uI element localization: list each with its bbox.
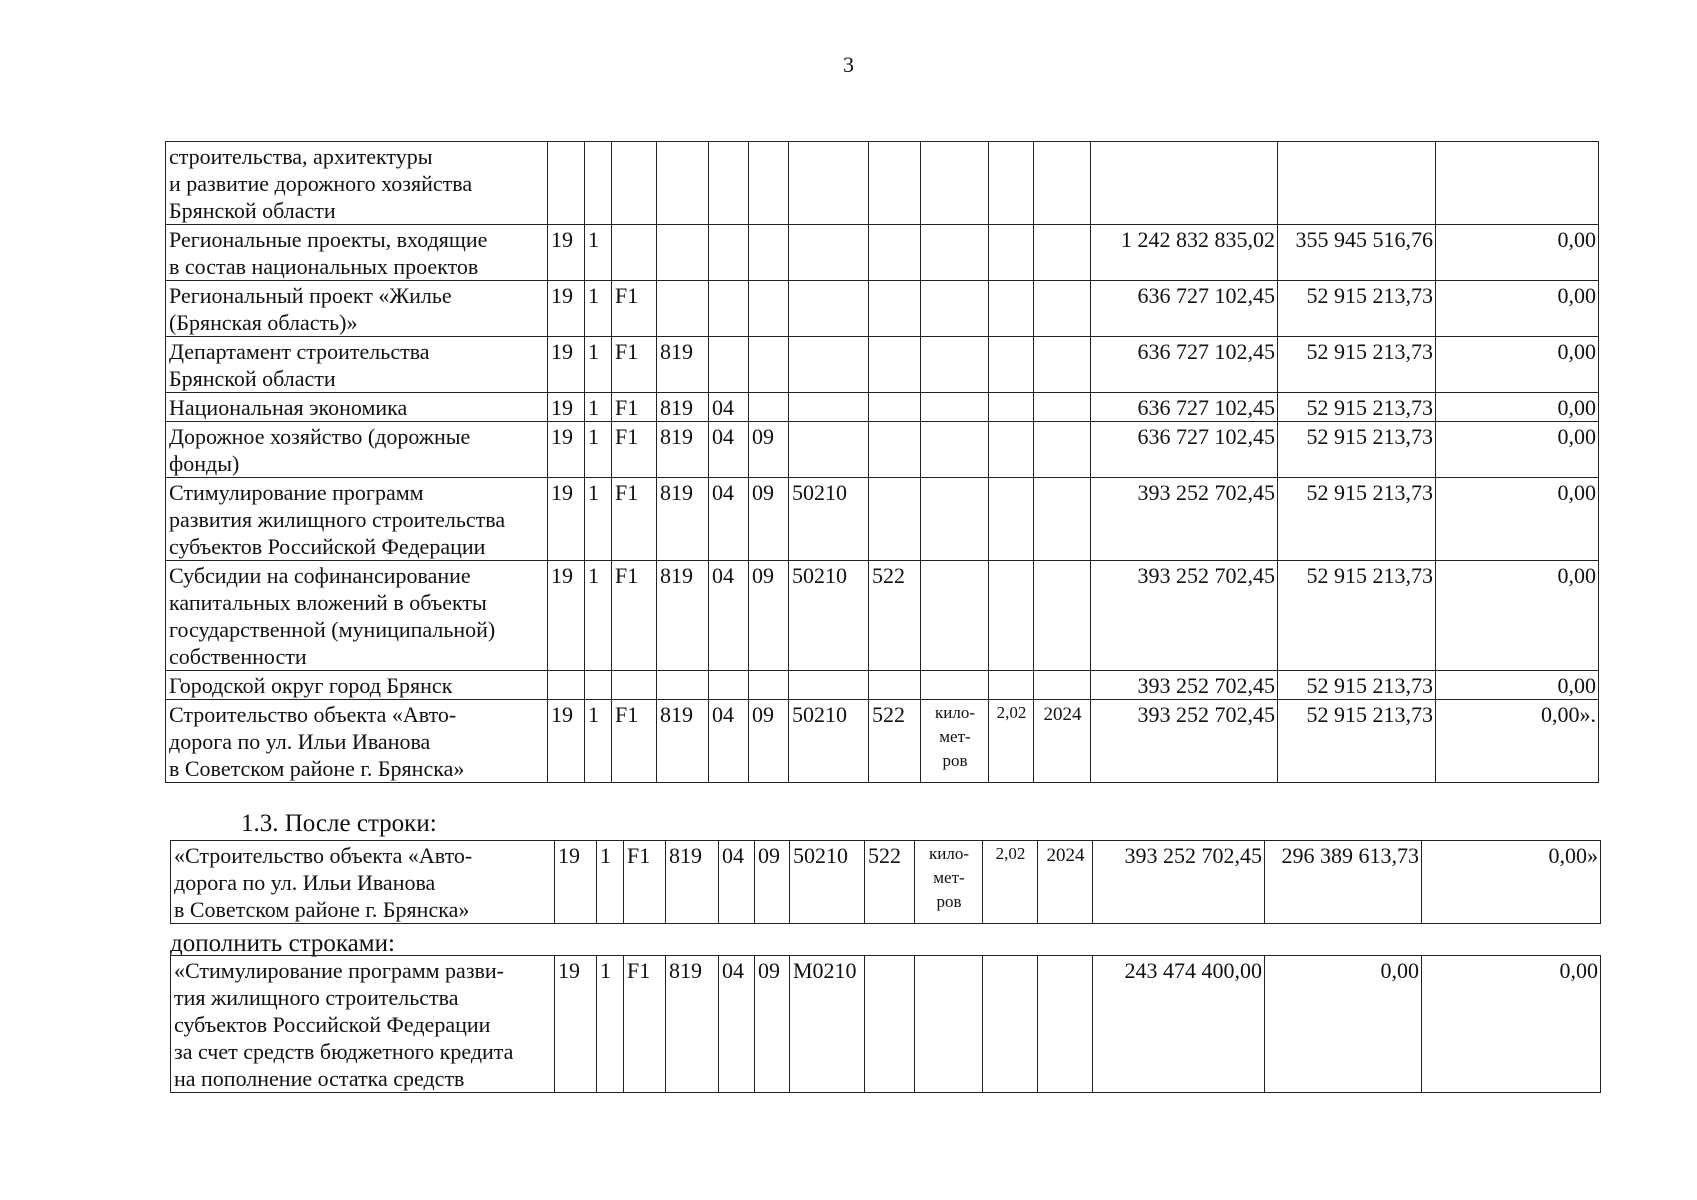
code-project: F1 [624, 956, 666, 1093]
row-name-line: «Стимулирование программ разви- [174, 958, 504, 983]
year-cell [1034, 281, 1091, 337]
capacity-cell [989, 142, 1034, 225]
code-section [709, 225, 749, 281]
unit-line: мет- [933, 868, 965, 887]
code-subsection [749, 281, 789, 337]
amount-2 [1278, 142, 1436, 225]
capacity-cell [983, 956, 1038, 1093]
code-program [585, 142, 612, 225]
amount-1: 393 252 702,45 [1091, 671, 1278, 700]
unit-cell [921, 225, 989, 281]
code-department: 819 [657, 478, 709, 561]
row-name-line: в Советском районе г. Брянска» [174, 897, 470, 922]
amount-3: 0,00 [1436, 561, 1599, 671]
code-subsection [749, 393, 789, 422]
unit-cell [921, 671, 989, 700]
code-expense-type: 522 [869, 561, 921, 671]
code-expense-type [869, 281, 921, 337]
row-name-cell [166, 478, 548, 561]
code-department: 819 [657, 561, 709, 671]
unit-cell [921, 281, 989, 337]
code-chapter: 19 [548, 337, 585, 393]
code-project: F1 [624, 841, 666, 924]
row-name-line: развития жилищного строительства [169, 507, 506, 532]
row-name-cell [166, 337, 548, 393]
code-subsection: 09 [755, 956, 790, 1093]
year-cell [1034, 671, 1091, 700]
table-row [166, 142, 1599, 225]
row-name-line: Стимулирование программ [169, 480, 424, 505]
code-section: 04 [709, 561, 749, 671]
code-department: 819 [657, 337, 709, 393]
page-number: 3 [843, 52, 854, 77]
code-target [789, 142, 869, 225]
code-program: 1 [585, 422, 612, 478]
row-name-line: (Брянская область)» [169, 310, 358, 335]
amount-1: 393 252 702,45 [1091, 700, 1278, 783]
year-cell [1034, 142, 1091, 225]
amount-1: 393 252 702,45 [1091, 478, 1278, 561]
year-cell [1038, 956, 1093, 1093]
code-chapter: 19 [555, 956, 597, 1093]
capacity-cell [989, 422, 1034, 478]
code-expense-type [869, 671, 921, 700]
section-add-title: дополнить строками: [170, 930, 395, 957]
amount-2: 355 945 516,76 [1278, 225, 1436, 281]
amount-2: 52 915 213,73 [1278, 422, 1436, 478]
year-cell: 2024 [1038, 841, 1093, 924]
code-department [657, 225, 709, 281]
unit-cell [921, 337, 989, 393]
unit-cell [915, 956, 983, 1093]
code-section: 04 [709, 478, 749, 561]
code-chapter: 19 [548, 281, 585, 337]
code-target [789, 281, 869, 337]
code-program: 1 [585, 225, 612, 281]
row-name-cell [166, 422, 548, 478]
code-target [789, 337, 869, 393]
unit-cell [921, 478, 989, 561]
code-department: 819 [666, 841, 719, 924]
code-section [709, 337, 749, 393]
code-chapter: 19 [548, 478, 585, 561]
amount-1: 393 252 702,45 [1091, 561, 1278, 671]
code-target: M0210 [790, 956, 865, 1093]
code-program: 1 [585, 337, 612, 393]
row-name-line: Региональные проекты, входящие [169, 227, 488, 252]
code-target: 50210 [789, 700, 869, 783]
unit-line: мет- [939, 727, 971, 746]
code-expense-type [869, 422, 921, 478]
row-name-line: государственной (муниципальной) [169, 617, 496, 642]
amount-1: 393 252 702,45 [1093, 841, 1265, 924]
code-expense-type [869, 393, 921, 422]
code-expense-type: 522 [865, 841, 915, 924]
row-name-cell [166, 671, 548, 700]
code-subsection: 09 [749, 561, 789, 671]
code-expense-type [869, 337, 921, 393]
code-department [657, 281, 709, 337]
capacity-cell: 2,02 [989, 700, 1034, 783]
amount-2: 52 915 213,73 [1278, 281, 1436, 337]
code-chapter: 19 [548, 561, 585, 671]
row-name-line: за счет средств бюджетного кредита [174, 1039, 514, 1064]
table-row [166, 561, 1599, 671]
row-name-cell [166, 700, 548, 783]
row-name-line: и развитие дорожного хозяйства [169, 171, 473, 196]
table-row [166, 422, 1599, 478]
code-department: 819 [657, 700, 709, 783]
code-subsection: 09 [755, 841, 790, 924]
unit-cell [921, 422, 989, 478]
budget-table-after-row [170, 840, 1601, 924]
code-section: 04 [719, 956, 755, 1093]
table-row [166, 393, 1599, 422]
amount-1: 1 242 832 835,02 [1091, 225, 1278, 281]
budget-table-added-rows [170, 955, 1601, 1093]
code-chapter: 19 [555, 841, 597, 924]
unit-cell [921, 393, 989, 422]
row-name-line: в состав национальных проектов [169, 254, 479, 279]
amount-1: 243 474 400,00 [1093, 956, 1265, 1093]
row-name-line: Строительство объекта «Авто- [169, 702, 457, 727]
code-project: F1 [612, 478, 657, 561]
year-cell [1034, 393, 1091, 422]
table-row [166, 225, 1599, 281]
row-name-line: Региональный проект «Жилье [169, 283, 452, 308]
table-row [166, 700, 1599, 783]
amount-3: 0,00». [1436, 700, 1599, 783]
code-chapter: 19 [548, 225, 585, 281]
capacity-cell [989, 281, 1034, 337]
amount-2: 52 915 213,73 [1278, 337, 1436, 393]
code-section [709, 281, 749, 337]
code-section: 04 [709, 700, 749, 783]
code-subsection: 09 [749, 700, 789, 783]
code-department: 819 [666, 956, 719, 1093]
amount-2: 52 915 213,73 [1278, 700, 1436, 783]
amount-3: 0,00 [1436, 478, 1599, 561]
amount-2: 52 915 213,73 [1278, 561, 1436, 671]
capacity-cell [989, 478, 1034, 561]
row-name-line: Национальная экономика [169, 395, 408, 420]
row-name-line: Департамент строительства [169, 339, 430, 364]
code-section: 04 [709, 393, 749, 422]
year-cell [1034, 225, 1091, 281]
code-program: 1 [597, 841, 624, 924]
code-section [709, 671, 749, 700]
row-name-line: в Советском районе г. Брянска» [169, 756, 465, 781]
code-subsection [749, 671, 789, 700]
code-chapter: 19 [548, 700, 585, 783]
code-chapter [548, 142, 585, 225]
row-name-line: Дорожное хозяйство (дорожные [169, 424, 471, 449]
row-name-line: тия жилищного строительства [174, 985, 459, 1010]
amount-2: 0,00 [1265, 956, 1422, 1093]
amount-3: 0,00 [1436, 671, 1599, 700]
row-name-cell [171, 956, 555, 1093]
table-row [166, 478, 1599, 561]
amount-1: 636 727 102,45 [1091, 281, 1278, 337]
code-program: 1 [585, 478, 612, 561]
row-name-cell [166, 281, 548, 337]
code-section: 04 [709, 422, 749, 478]
unit-line: ров [936, 892, 962, 911]
code-program: 1 [585, 700, 612, 783]
section-1-3-title: 1.3. После строки: [241, 810, 437, 837]
year-cell [1034, 422, 1091, 478]
row-name-line: субъектов Российской Федерации [169, 534, 486, 559]
code-project: F1 [612, 700, 657, 783]
code-section [709, 142, 749, 225]
code-expense-type [869, 478, 921, 561]
row-name-line: Брянской области [169, 366, 336, 391]
amount-1: 636 727 102,45 [1091, 422, 1278, 478]
table-row [171, 956, 1601, 1093]
row-name-cell [171, 841, 555, 924]
code-expense-type [869, 225, 921, 281]
row-name-line: дорога по ул. Ильи Иванова [169, 729, 431, 754]
capacity-cell [989, 225, 1034, 281]
code-project: F1 [612, 281, 657, 337]
code-section: 04 [719, 841, 755, 924]
capacity-cell [989, 561, 1034, 671]
code-chapter: 19 [548, 422, 585, 478]
amount-3: 0,00 [1436, 281, 1599, 337]
unit-line: кило- [928, 844, 969, 863]
row-name-line: фонды) [169, 451, 240, 476]
code-department: 819 [657, 422, 709, 478]
row-name-cell [166, 561, 548, 671]
code-target [789, 422, 869, 478]
amount-1 [1091, 142, 1278, 225]
year-cell: 2024 [1034, 700, 1091, 783]
year-cell [1034, 478, 1091, 561]
table-row [171, 841, 1601, 924]
amount-3: 0,00 [1436, 225, 1599, 281]
unit-cell [921, 142, 989, 225]
code-expense-type [869, 142, 921, 225]
table-row [166, 281, 1599, 337]
amount-1: 636 727 102,45 [1091, 393, 1278, 422]
code-chapter: 19 [548, 393, 585, 422]
row-name-line: субъектов Российской Федерации [174, 1012, 491, 1037]
row-name-cell [166, 225, 548, 281]
code-project: F1 [612, 561, 657, 671]
code-program: 1 [585, 393, 612, 422]
code-subsection [749, 225, 789, 281]
row-name-line: Городской округ город Брянск [169, 673, 453, 698]
row-name-cell [166, 142, 548, 225]
row-name-line: собственности [169, 644, 307, 669]
code-target [789, 671, 869, 700]
capacity-cell [989, 671, 1034, 700]
code-target: 50210 [789, 478, 869, 561]
row-name-line: капитальных вложений в объекты [169, 590, 487, 615]
capacity-cell [989, 393, 1034, 422]
row-name-line: Брянской области [169, 198, 336, 223]
code-expense-type [865, 956, 915, 1093]
table-row [166, 671, 1599, 700]
code-program [585, 671, 612, 700]
code-subsection [749, 142, 789, 225]
code-expense-type: 522 [869, 700, 921, 783]
row-name-line: Субсидии на софинансирование [169, 563, 471, 588]
unit-cell [915, 841, 983, 924]
code-project [612, 225, 657, 281]
amount-2: 296 389 613,73 [1265, 841, 1422, 924]
code-project [612, 142, 657, 225]
budget-table-main [165, 141, 1599, 783]
code-target: 50210 [790, 841, 865, 924]
code-project [612, 671, 657, 700]
amount-3: 0,00 [1436, 393, 1599, 422]
capacity-cell [989, 337, 1034, 393]
amount-3: 0,00 [1436, 337, 1599, 393]
amount-3: 0,00 [1422, 956, 1601, 1093]
amount-2: 52 915 213,73 [1278, 671, 1436, 700]
unit-line: кило- [934, 703, 975, 722]
code-subsection: 09 [749, 478, 789, 561]
row-name-line: дорога по ул. Ильи Иванова [174, 870, 436, 895]
code-target [789, 225, 869, 281]
row-name-line: строительства, архитектуры [169, 144, 433, 169]
amount-2: 52 915 213,73 [1278, 478, 1436, 561]
amount-2: 52 915 213,73 [1278, 393, 1436, 422]
row-name-cell [166, 393, 548, 422]
amount-3: 0,00 [1436, 422, 1599, 478]
code-subsection [749, 337, 789, 393]
table-row [166, 337, 1599, 393]
row-name-line: на пополнение остатка средств [174, 1066, 465, 1091]
code-chapter [548, 671, 585, 700]
code-target [789, 393, 869, 422]
code-subsection: 09 [749, 422, 789, 478]
year-cell [1034, 337, 1091, 393]
code-target: 50210 [789, 561, 869, 671]
amount-1: 636 727 102,45 [1091, 337, 1278, 393]
code-department [657, 671, 709, 700]
code-program: 1 [597, 956, 624, 1093]
code-program: 1 [585, 561, 612, 671]
code-project: F1 [612, 337, 657, 393]
code-project: F1 [612, 393, 657, 422]
code-project: F1 [612, 422, 657, 478]
code-department: 819 [657, 393, 709, 422]
unit-cell [921, 561, 989, 671]
amount-3 [1436, 142, 1599, 225]
unit-cell [921, 700, 989, 783]
code-department [657, 142, 709, 225]
capacity-cell: 2,02 [983, 841, 1038, 924]
year-cell [1034, 561, 1091, 671]
unit-line: ров [942, 751, 968, 770]
code-program: 1 [585, 281, 612, 337]
amount-3: 0,00» [1422, 841, 1601, 924]
row-name-line: «Строительство объекта «Авто- [174, 843, 473, 868]
